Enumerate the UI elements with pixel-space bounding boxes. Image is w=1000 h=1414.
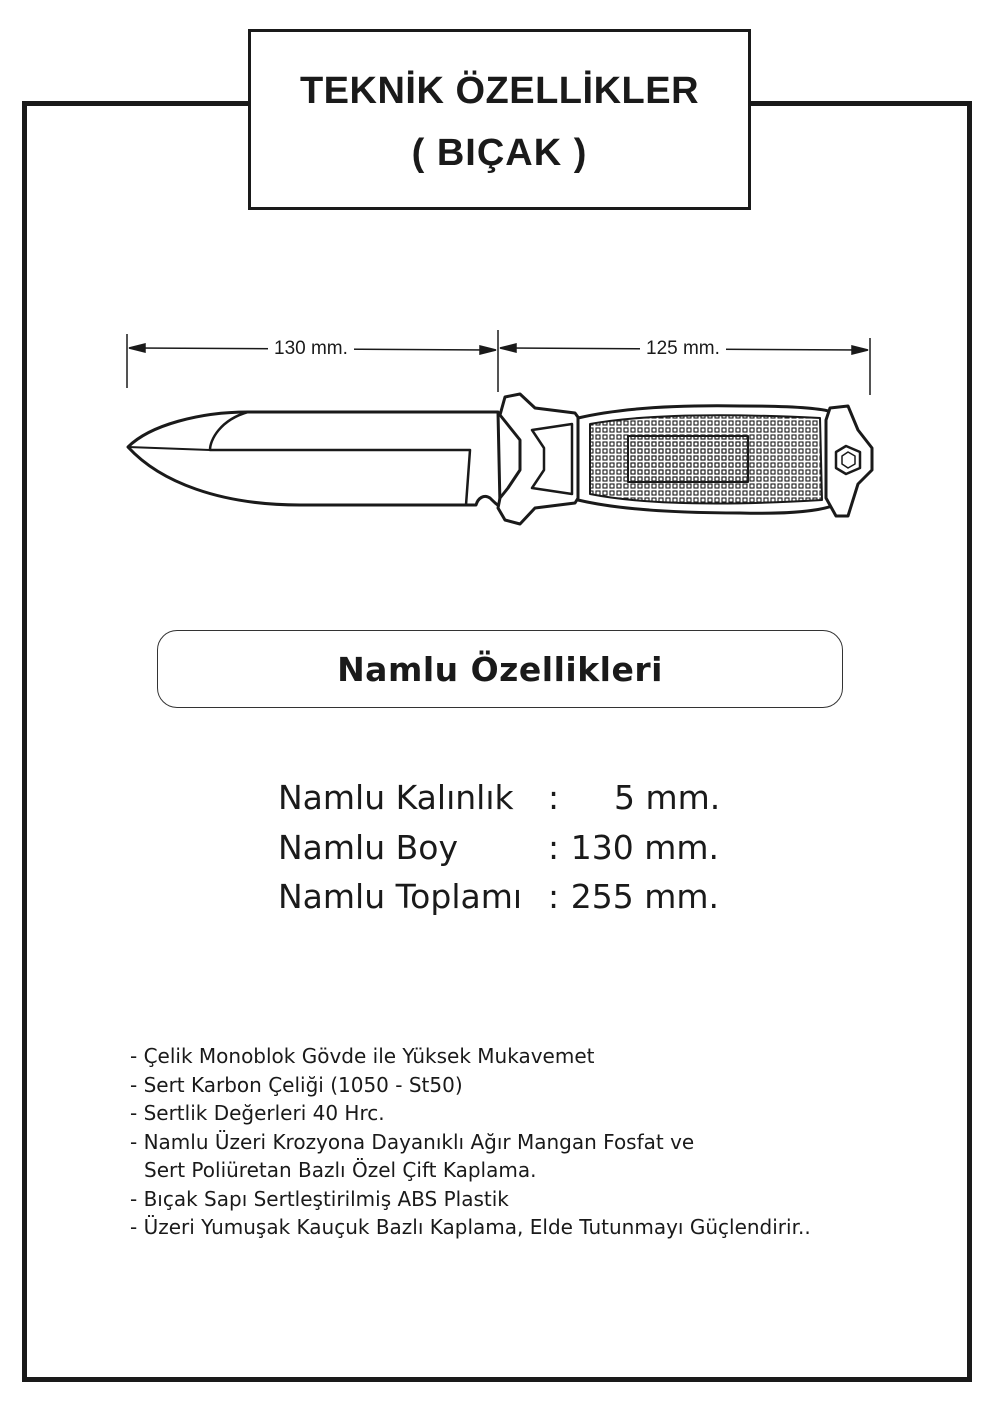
page-title: TEKNİK ÖZELLİKLER <box>299 70 700 112</box>
list-item: Sert Poliüretan Bazlı Özel Çift Kaplama. <box>144 1158 537 1182</box>
list-item: - Namlu Üzeri Krozyona Dayanıklı Ağır Mangan Fosfat ve <box>130 1129 695 1154</box>
feature-list <box>130 1042 930 1242</box>
guard <box>498 394 580 524</box>
spec-colon: : <box>548 778 560 817</box>
blade-length-label: 130 mm. <box>268 338 354 360</box>
pommel <box>826 406 872 516</box>
page-subtitle: ( BIÇAK ) <box>411 132 588 174</box>
section-title: Namlu Özellikleri <box>337 649 663 689</box>
spec-colon: : <box>548 828 560 867</box>
section-header <box>157 630 843 708</box>
dimension-lines <box>127 330 870 395</box>
title-box <box>248 29 751 210</box>
spec-value: 255 mm. <box>570 877 719 916</box>
list-item: - Üzeri Yumuşak Kauçuk Bazlı Kaplama, Elde Tutunmayı Güçlendirir.. <box>130 1215 811 1239</box>
blade <box>128 412 500 506</box>
spec-value: 130 mm. <box>570 828 719 867</box>
handle-length-label: 125 mm. <box>640 338 726 360</box>
knife-drawing <box>0 320 1000 550</box>
spec-value: 5 mm. <box>614 778 721 817</box>
list-item: - Çelik Monoblok Gövde ile Yüksek Mukavemet <box>130 1044 595 1068</box>
list-item: - Sert Karbon Çeliği (1050 - St50) <box>130 1072 463 1097</box>
spec-label: Namlu Toplamı <box>278 877 523 916</box>
list-item: - Bıçak Sapı Sertleştirilmiş ABS Plastik <box>130 1186 509 1211</box>
spec-label: Namlu Boy <box>278 828 458 867</box>
handle <box>578 406 838 513</box>
spec-label: Namlu Kalınlık <box>278 778 514 817</box>
spec-colon: : <box>548 877 560 916</box>
list-item: - Sertlik Değerleri 40 Hrc. <box>130 1101 385 1125</box>
